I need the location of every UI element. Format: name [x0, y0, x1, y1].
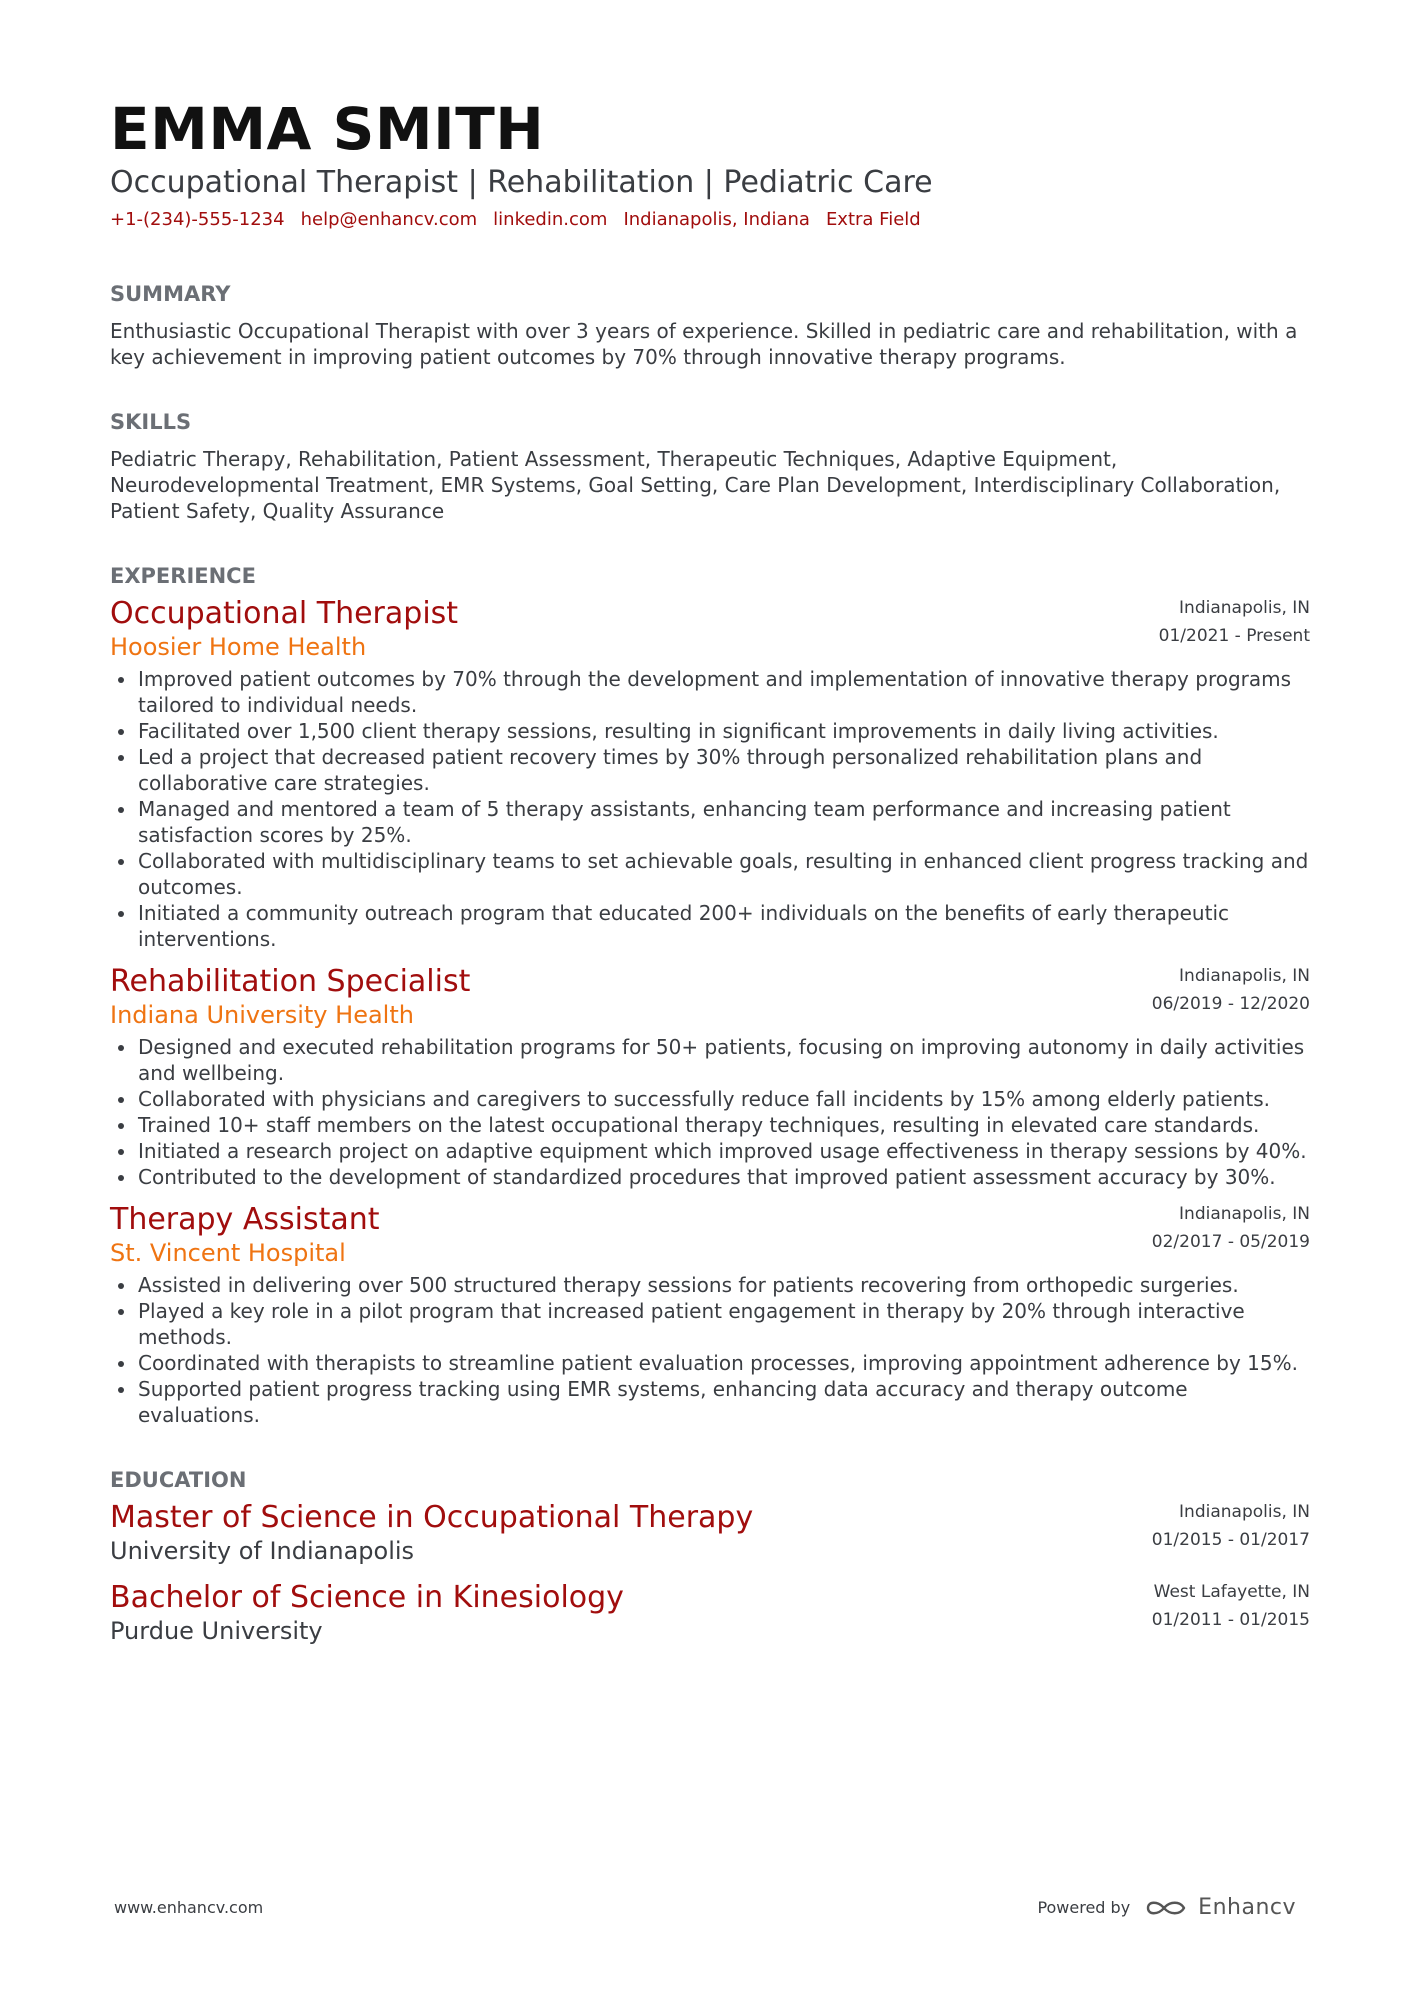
job-location: Indianapolis, IN	[1179, 966, 1310, 986]
company-name: St. Vincent Hospital	[110, 1239, 346, 1267]
job-title: Therapy Assistant	[110, 1202, 380, 1237]
job-dates: 02/2017 - 05/2019	[1151, 1232, 1310, 1252]
job-dates: 06/2019 - 12/2020	[1151, 994, 1310, 1014]
company-name: Hoosier Home Health	[110, 633, 367, 661]
contact-phone[interactable]: +1-(234)-555-1234	[110, 209, 285, 230]
bullet-item: Improved patient outcomes by 70% through the development and implementation of innovative therapy programs tailored to individual needs.	[138, 666, 1310, 718]
page-footer	[114, 1895, 1296, 1920]
bullet-item: Designed and executed rehabilitation programs for 50+ patients, focusing on improving autonomy in daily activities and wellbeing.	[138, 1034, 1310, 1086]
bullet-item: Initiated a community outreach program that educated 200+ individuals on the benefits of early therapeutic interventions.	[138, 900, 1310, 952]
bullet-item: Played a key role in a pilot program that increased patient engagement in therapy by 20% through interactive methods.	[138, 1298, 1310, 1350]
job-dates: 01/2021 - Present	[1158, 626, 1310, 646]
bullet-item: Managed and mentored a team of 5 therapy assistants, enhancing team performance and increasing patient satisfaction scores by 25%.	[138, 796, 1310, 848]
contact-bar	[110, 208, 1310, 232]
education-dates: 01/2015 - 01/2017	[1151, 1530, 1310, 1550]
job-location: Indianapolis, IN	[1179, 1204, 1310, 1224]
bullet-item: Facilitated over 1,500 client therapy sessions, resulting in significant improvements in daily living activities.	[138, 718, 1310, 744]
degree-title: Master of Science in Occupational Therapy	[110, 1500, 754, 1535]
powered-by	[1037, 1895, 1296, 1920]
school-name: Purdue University	[110, 1617, 323, 1645]
bullet-item: Supported patient progress tracking using EMR systems, enhancing data accuracy and therapy outcome evaluations.	[138, 1376, 1310, 1428]
brand-name: Enhancv	[1198, 1895, 1296, 1920]
bullet-item: Led a project that decreased patient recovery times by 30% through personalized rehabilitation plans and collaborative care strategies.	[138, 744, 1310, 796]
bullet-item: Collaborated with physicians and caregivers to successfully reduce fall incidents by 15% among elderly patients.	[138, 1086, 1310, 1112]
contact-linkedin[interactable]: linkedin.com	[493, 209, 608, 230]
job-title: Occupational Therapist	[110, 596, 459, 631]
resume-content	[110, 96, 1310, 1646]
skills-text: Pediatric Therapy, Rehabilitation, Patient Assessment, Therapeutic Techniques, Adaptive Equipment, Neurodevelopmental Treatment, EMR Systems, Goal Setting, Care Plan Development, Interdisciplinary Collaboration, Patient Safety, Quality Assurance	[110, 447, 1281, 523]
bullet-item: Collaborated with multidisciplinary teams to set achievable goals, resulting in enhanced client progress tracking and outcomes.	[138, 849, 1309, 899]
school-name: University of Indianapolis	[110, 1537, 415, 1565]
contact-extra: Extra Field	[825, 209, 921, 230]
footer-url[interactable]: www.enhancv.com	[114, 1898, 264, 1917]
experience-item	[110, 1202, 1310, 1428]
bullet-item: Coordinated with therapists to streamline patient evaluation processes, improving appointment adherence by 15%.	[138, 1350, 1310, 1376]
bullet-item: Assisted in delivering over 500 structured therapy sessions for patients recovering from orthopedic surgeries.	[138, 1272, 1310, 1298]
experience-item	[110, 596, 1310, 952]
degree-title: Bachelor of Science in Kinesiology	[110, 1580, 624, 1615]
job-bullets	[110, 666, 1310, 952]
job-location: Indianapolis, IN	[1179, 598, 1310, 618]
job-bullets	[110, 1272, 1310, 1428]
bullet-item: Trained 10+ staff members on the latest occupational therapy techniques, resulting in elevated care standards.	[138, 1112, 1310, 1138]
experience-item	[110, 964, 1310, 1190]
job-bullets	[110, 1034, 1310, 1190]
contact-email[interactable]: help@enhancv.com	[300, 209, 478, 230]
bullet-item: Contributed to the development of standardized procedures that improved patient assessment accuracy by 30%.	[138, 1164, 1310, 1190]
skills-heading: SKILLS	[110, 410, 192, 434]
education-item	[110, 1500, 1310, 1566]
summary-text: Enthusiastic Occupational Therapist with over 3 years of experience. Skilled in pediatric care and rehabilitation, with a key achievement in improving patient outcomes by 70% through innovative therapy programs.	[110, 319, 1298, 369]
candidate-name: EMMA SMITH	[110, 95, 545, 163]
contact-location: Indianapolis, Indiana	[623, 209, 810, 230]
job-title: Rehabilitation Specialist	[110, 964, 471, 999]
education-item	[110, 1580, 1310, 1646]
summary-heading: SUMMARY	[110, 282, 231, 306]
experience-heading: EXPERIENCE	[110, 564, 256, 588]
education-heading: EDUCATION	[110, 1468, 247, 1492]
company-name: Indiana University Health	[110, 1001, 414, 1029]
education-location: West Lafayette, IN	[1153, 1582, 1310, 1602]
powered-by-label: Powered by	[1037, 1898, 1131, 1917]
bullet-item: Initiated a research project on adaptive equipment which improved usage effectiveness in therapy sessions by 40%.	[138, 1138, 1310, 1164]
education-dates: 01/2011 - 01/2015	[1151, 1610, 1310, 1630]
enhancv-logo-icon	[1144, 1896, 1188, 1920]
brand-logo[interactable]	[1144, 1895, 1296, 1920]
education-location: Indianapolis, IN	[1179, 1502, 1310, 1522]
candidate-headline: Occupational Therapist | Rehabilitation | Pediatric Care	[110, 165, 933, 200]
